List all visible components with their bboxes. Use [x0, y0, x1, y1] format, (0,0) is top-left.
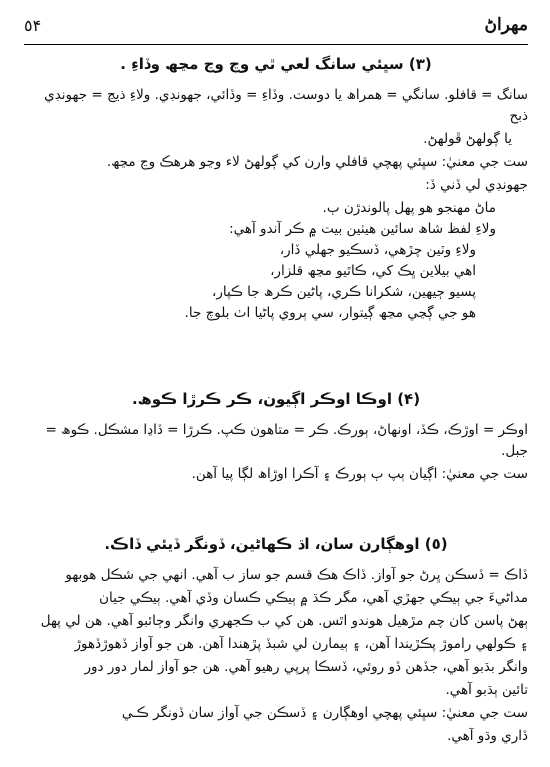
section-5-gloss-line: مداڻيءَ جي ٻيڪي جهڙي آهي، مگر ڪڌ ۾ ٻيڪي ڪسان وڏي آهي. ٻيڪي جيان: [99, 590, 528, 606]
verse-line: ولاءِ وٽين چڙهي، ڏسڪيو جهلي ڏار،: [279, 242, 476, 258]
section-3-gloss-line: سانگ = قافلو. سانگي = همراھ يا دوست. وڏاءِ = وڏائي، جهونڊي. ولاءِ ذيڃ = جهونڊي ذبح: [44, 87, 528, 124]
section-5-heading: (٥) اوهڳارن سان، اڌ ڪهاڻين، ڏونگر ڏيئي ڏاڪ.: [104, 535, 448, 553]
section-3-heading: (٣) سڀئي سانگ لعي ٿي وڃ وڃ مڃھ وڏاءِ .: [120, 55, 432, 73]
section-5-gloss-line: ڏاڪ = ڏسڪن ڀرڻ جو آواز. ڏاڪ هڪ قسم جو ساز ب آهي. انهي جي شڪل هوبهو: [65, 567, 528, 583]
running-title: مهراڻ: [484, 15, 528, 35]
verse-line: هو جي ڳڃي مڃھ ڳيتوار، سي ٻروي پاڻيا اٺ بلوچ جا.: [184, 305, 476, 321]
section-5-gloss-line: وانگر بڌبو آهي، جڏهن ڏو روئي، ڏسڪا پرپي رهيو آهي. هن جو آواز لمار دور دور: [84, 659, 528, 675]
verse-line: اهي بيلاين ڀڪ کي، ڪاٿيو مڃھ قلزار،: [270, 263, 476, 279]
section-5-gloss-line: تائين ٻڌبو آهي.: [445, 682, 528, 698]
page-number: ٥۴: [24, 15, 42, 35]
verse-line: ولاءِ لفظ شاھ سائين هيٺين بيت ۾ ڪر آندو آهي:: [229, 221, 496, 237]
section-3-meaning-line: ست جي معنيٰ: سڀئي پهچي قافلي وارن کي ڳولهڻ لاء وڃو هرهڪ وڃ مڃھ.: [106, 154, 528, 170]
section-gap: [24, 328, 528, 384]
page-header: [24, 10, 528, 40]
section-5-meaning-line: ڏاري وڌو آهي.: [447, 728, 528, 744]
section-3: [24, 55, 528, 324]
section-5-meaning-line: ست جي معنيٰ: سڀئي پهچي اوهڳارن ۽ ڏسڪن جي آواز سان ڏونگر ڪـي: [121, 705, 528, 721]
section-4: [24, 390, 528, 485]
section-3-gloss-line: يا ڳولهڻ ڦولهڻ.: [423, 131, 512, 147]
header-rule: [24, 44, 528, 45]
section-5-gloss-line: ٻهڻ پاسن کان چم مڙهيل هوندو اٿس. هن کي ب ڪجهري وانگر وڄائبو آهي. هن لي پهل: [40, 613, 528, 629]
verse-line: ماڻ مهنجو هو پهل پالوندڙن ٻ.: [322, 200, 496, 216]
verse-line: پسيو ڄيھين، شکرانا ڪري، پاڻين ڪرھ جا ڪپار،: [212, 284, 476, 300]
section-4-heading: (۴) اوڪا اوڪر اڳيون، ڪر ڪرڙا ڪوھ.: [131, 390, 421, 408]
section-3-meaning-line: جهونڊي لي ڏني ڏ:: [425, 177, 528, 193]
section-4-meaning-line: ست جي معنيٰ: اڳيان ٻپ ٻ ٻورڪ ۽ آڪرا اوڙاھ لڳا پيا آهن.: [191, 466, 528, 482]
section-4-gloss-line: اوڪر = اوڙڪ، ڪڏ، اونهاڻ، ٻورڪ. ڪر = متاهون ڪپ. ڪرڙا = ڏاڍا مشڪل. ڪوھ = جبل.: [45, 422, 528, 459]
section-5-gloss-line: ۽ ڪولهي راموڙ پڪڙيندا آهن، ۽ ٻيمارن لي شبڏ پڙهندا آهن. هن جو آواز ڏهوڙڏهوڙ: [74, 636, 528, 652]
section-5: [24, 535, 528, 747]
section-gap: [24, 489, 528, 529]
